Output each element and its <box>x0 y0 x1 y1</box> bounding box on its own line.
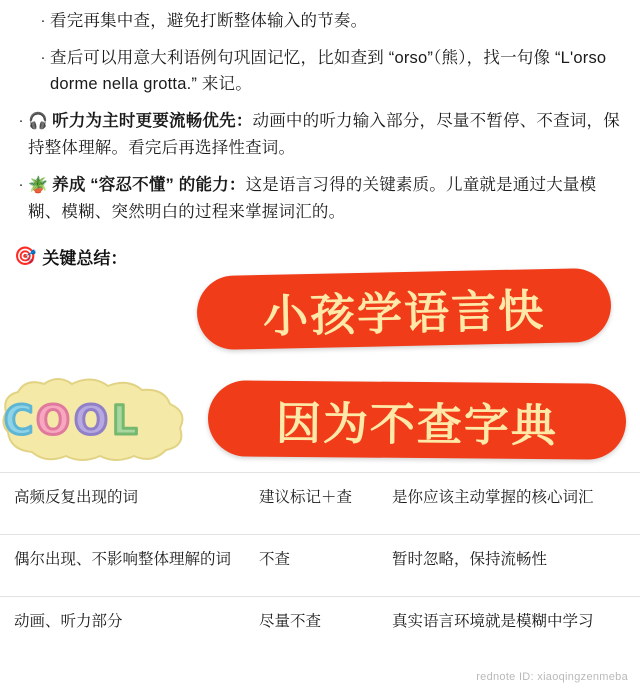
table-row <box>0 596 640 658</box>
sticker-headline-bottom: 因为不查字典 <box>208 380 627 460</box>
bullet-dot-icon: · <box>40 12 46 29</box>
svg-text:O: O <box>36 398 71 444</box>
bullet-dot-icon: · <box>40 49 46 66</box>
dart-icon: 🎯 <box>14 246 37 266</box>
svg-text:L: L <box>112 398 138 444</box>
list-item-heading: 听力为主时更要流畅优先： <box>52 112 253 130</box>
list-item-heading: 养成 “容忍不懂” 的能力： <box>52 176 246 194</box>
table-row <box>0 472 640 534</box>
cell-reason: 暂时忽略，保持流畅性 <box>392 551 548 568</box>
watermark: rednote ID: xiaoqingzenmeba <box>476 671 628 683</box>
bullet-dot-icon: · <box>18 176 24 193</box>
cell-action: 不查 <box>259 551 291 568</box>
svg-text:O: O <box>74 398 109 444</box>
list-item-body: 动画中的听力输入部分，尽量不暂停、不查词，保持整体理解。看完后再选择性查词。 <box>28 112 620 157</box>
headphones-icon: 🎧 <box>28 113 49 130</box>
table-row <box>0 534 640 596</box>
summary-table <box>0 472 640 658</box>
list-item-text <box>28 108 622 161</box>
cell-reason: 是你应该主动掌握的核心词汇 <box>392 489 594 506</box>
cell-reason: 真实语言环境就是模糊中学习 <box>392 613 594 630</box>
sticker-headline-top: 小孩学语言快 <box>196 268 611 351</box>
bullet-dot-icon: · <box>18 112 24 129</box>
svg-text:C: C <box>4 398 34 444</box>
list-item <box>14 108 622 161</box>
cool-sticker <box>0 372 192 464</box>
cell-action: 建议标记＋查 <box>259 489 353 506</box>
potted-plant-icon: 🪴 <box>28 177 49 194</box>
list-item <box>14 45 622 97</box>
summary-title: 关键总结： <box>42 249 128 268</box>
list-item-body: 这是语言习得的关键素质。儿童就是通过大量模糊、模糊、突然明白的过程来掌握词汇的。 <box>28 176 597 221</box>
list-item <box>14 172 622 225</box>
cell-action: 尽量不查 <box>259 613 322 630</box>
list-item-text: 查后可以用意大利语例句巩固记忆，比如查到 “orso”（熊），找一句像 “L'orso dorme nella grotta.” 来记。 <box>50 49 607 93</box>
list-item-text: 看完再集中查，避免打断整体输入的节奏。 <box>50 12 368 30</box>
notes-list <box>0 0 640 225</box>
list-item <box>14 8 622 34</box>
list-item-text <box>28 172 622 225</box>
cell-word-type: 动画、听力部分 <box>14 613 123 630</box>
cell-word-type: 高频反复出现的词 <box>14 489 139 506</box>
cell-word-type: 偶尔出现、不影响整体理解的词 <box>14 551 232 568</box>
